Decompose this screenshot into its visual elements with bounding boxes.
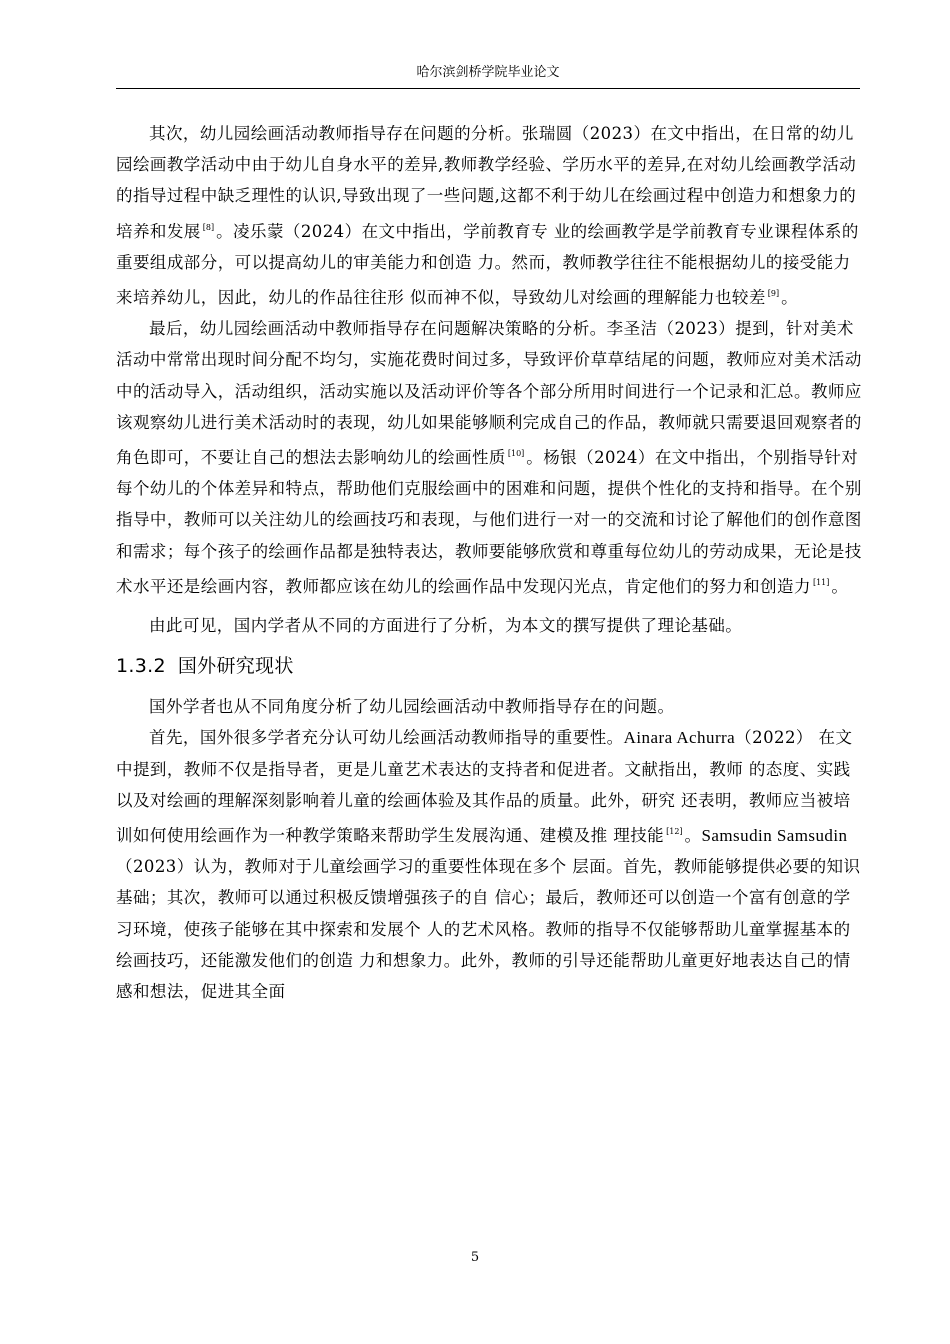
paragraph-text: 。 bbox=[831, 576, 849, 596]
header-title: 哈尔滨剑桥学院毕业论文 bbox=[416, 65, 560, 80]
citation-ref: [10] bbox=[507, 449, 525, 459]
citation-ref: [8] bbox=[202, 222, 215, 232]
paragraph-text: 其次，幼儿园绘画活动教师指导存在问题的分析。张瑞圆（2023）在文中指出，在日常的幼儿园绘画教学活动中由于幼儿自身水平的差异,教师教学经验、学历水平的差异,在对幼儿绘画教学活动的指导过程中缺乏理性的认识,导致出现了一些问题,这都不利于幼儿在绘画过程中创造力和想象力的培养和发展 bbox=[116, 124, 857, 241]
paragraph-text: 。凌乐蒙（2024）在文中指出，学前教育专 业的绘画教学是学前教育专业课程体系的重要组成部分，可以提高幼儿的审美能力和创造 力。然而，教师教学往往不能根据幼儿的接受能力来培养幼儿，因此，幼儿的作品往往形 似而神不似，导致幼儿对绘画的理解能力也较差 bbox=[116, 221, 859, 308]
page-number: 5 bbox=[470, 1250, 480, 1265]
paragraph-text: 。 bbox=[684, 826, 702, 846]
citation-ref: [9] bbox=[767, 289, 780, 299]
document-body bbox=[116, 118, 864, 1007]
paragraph-text: （2023）认为，教师对于儿童绘画学习的重要性体现在多个 层面。首先，教师能够提供必要的知识基础；其次，教师可以通过积极反馈增强孩子的自 信心；最后，教师还可以创造一个富有创意的学习环境，使孩子能够在其中探索和发展个 人的艺术风格。教师的指导不仅能够帮助儿童掌握基本的绘画技巧，还能激发他们的创造 力和想象力。此外，教师的引导还能帮助儿童更好地表达自己的情感和想法，促进其全面 bbox=[116, 857, 861, 1002]
section-number: 1.3.2 bbox=[116, 655, 166, 678]
author-name: Samsudin Samsudin bbox=[701, 826, 848, 846]
section-title: 国外研究现状 bbox=[177, 655, 294, 678]
paragraph-text: 。 bbox=[781, 288, 799, 308]
paragraph-text: 首先，国外很多学者充分认可幼儿绘画活动教师指导的重要性。 bbox=[149, 728, 624, 748]
page-footer bbox=[0, 1250, 950, 1265]
paragraph-4: 国外学者也从不同角度分析了幼儿园绘画活动中教师指导存在的问题。 bbox=[149, 697, 675, 717]
paragraph-2 bbox=[116, 313, 864, 602]
author-name: Ainara Achurra bbox=[623, 728, 736, 748]
paragraph-text: 。杨银（2024）在文中指出，个别指导针对每个幼儿的个体差异和特点，帮助他们克服绘画中的困难和问题，提供个性化的支持和指导。在个别指导中，教师可以关注幼儿的绘画技巧和表现，与他们进行一对一的交流和讨论了解他们的创作意图和需求；每个孩子的绘画作品都是独特表达，教师要能够欣赏和尊重每位幼儿的劳动成果，无论是技术水平还是绘画内容，教师都应该在幼儿的绘画作品中发现闪光点，肯定他们的努力和创造力 bbox=[116, 448, 862, 596]
citation-ref: [11] bbox=[812, 577, 830, 587]
paragraph-3: 由此可见，国内学者从不同的方面进行了分析，为本文的撰写提供了理论基础。 bbox=[149, 616, 743, 636]
page-header bbox=[116, 62, 860, 89]
citation-ref: [12] bbox=[666, 827, 683, 837]
paragraph-5 bbox=[116, 722, 864, 1007]
paragraph-text: 最后，幼儿园绘画活动中教师指导存在问题解决策略的分析。李圣洁（2023）提到，针对美术活动中常常出现时间分配不均匀，实施花费时间过多，导致评价草草结尾的问题，教师应对美术活动中的活动导入，活动组织，活动实施以及活动评价等各个部分所用时间进行一个记录和汇总。教师应该观察幼儿进行美术活动时的表现，幼儿如果能够顺利完成自己的作品，教师就只需要退回观察者的角色即可，不要让自己的想法去影响幼儿的绘画性质 bbox=[116, 319, 862, 468]
paragraph-text: （2022） 在文中提到，教师不仅是指导者，更是儿童艺术表达的支持者和促进者。文献指出，教师 的态度、实践以及对绘画的理解深刻影响着儿童的绘画体验及其作品的质量。此外，研究 还表明，教师应当被培训如何使用绘画作为一种教学策略来帮助学生发展沟通、建模及推 理技能 bbox=[116, 728, 853, 846]
paragraph-1 bbox=[116, 118, 864, 313]
section-heading bbox=[116, 651, 864, 681]
